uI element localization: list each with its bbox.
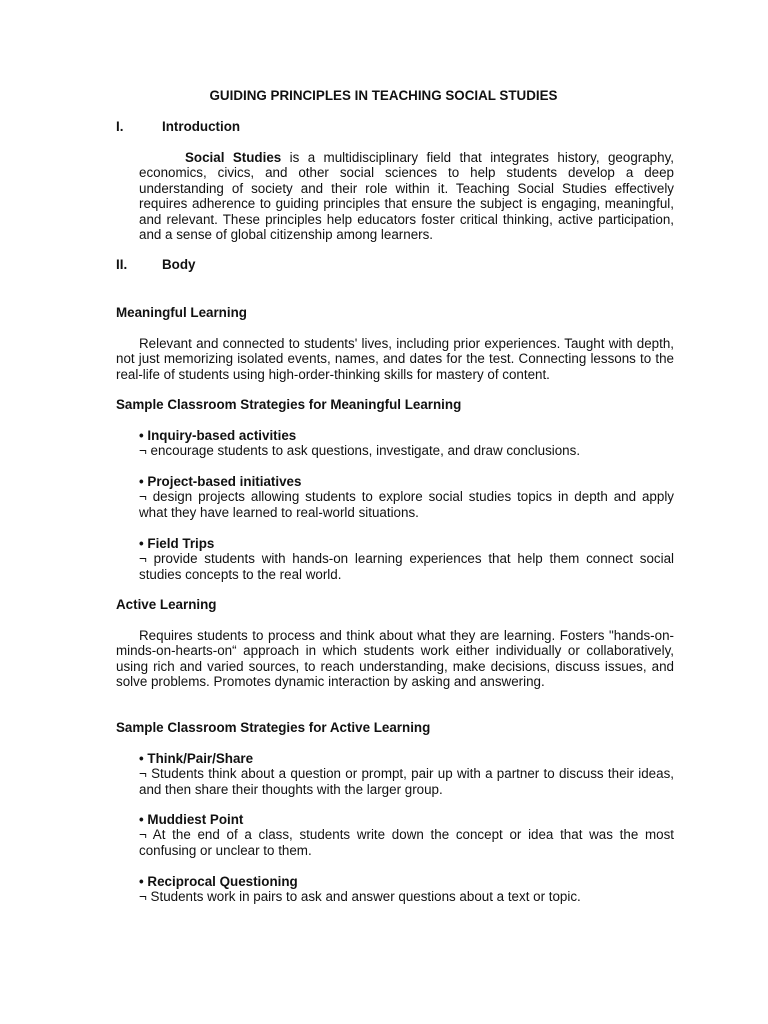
strategy-item xyxy=(139,874,674,905)
strategy-title: • Field Trips xyxy=(139,536,215,551)
strategy-description: ¬ provide students with hands-on learning experiences that help them connect social studies concepts to the real world. xyxy=(139,551,674,582)
strategy-item xyxy=(139,474,674,520)
strategy-item xyxy=(139,536,674,582)
strategy-title: • Muddiest Point xyxy=(139,812,244,827)
strategy-title: • Think/Pair/Share xyxy=(139,751,254,766)
strategy-description: ¬ Students work in pairs to ask and answer questions about a text or topic. xyxy=(139,889,581,905)
active-learning-paragraph: Requires students to process and think about what they are learning. Fosters "hands-on-minds-on-hearts-on“ approach in which students work either individually or collaboratively, using rich and varied sources, to reach understanding, make decisions, discuss issues, and solve problems. Promotes dynamic interaction by asking and answering. xyxy=(116,628,674,690)
intro-paragraph xyxy=(139,150,674,242)
section-number: I. xyxy=(116,119,124,134)
strategy-title: • Reciprocal Questioning xyxy=(139,874,298,889)
document-title: GUIDING PRINCIPLES IN TEACHING SOCIAL STUDIES xyxy=(209,88,558,103)
meaningful-learning-heading: Meaningful Learning xyxy=(116,305,247,320)
strategy-title: • Project-based initiatives xyxy=(139,474,302,489)
active-strategies-heading: Sample Classroom Strategies for Active Learning xyxy=(116,720,431,735)
strategy-item xyxy=(139,751,674,797)
strategy-title: • Inquiry-based activities xyxy=(139,428,297,443)
strategy-item xyxy=(139,428,674,459)
strategy-description: ¬ encourage students to ask questions, investigate, and draw conclusions. xyxy=(139,443,581,459)
strategy-description: ¬ Students think about a question or prompt, pair up with a partner to discuss their ideas, and then share their thoughts with the larger group. xyxy=(139,766,674,797)
section-number: II. xyxy=(116,257,128,272)
active-learning-heading: Active Learning xyxy=(116,597,217,612)
section-heading: Introduction xyxy=(162,119,241,134)
strategy-item xyxy=(139,812,674,858)
intro-lead-term: Social Studies xyxy=(185,150,282,165)
intro-text: is a multidisciplinary field that integrates history, geography, economics, civics, and other social sciences to help students develop a deep understanding of society and their role within it. Teaching Social Studies effectively requires adherence to guiding principles that ensure the subject is engaging, meaningful, and relevant. These principles help educators foster critical thinking, active participation, and a sense of global citizenship among learners. xyxy=(139,150,674,243)
strategy-description: ¬ At the end of a class, students write down the concept or idea that was the most confusing or unclear to them. xyxy=(139,827,674,858)
meaningful-strategies-heading: Sample Classroom Strategies for Meaningful Learning xyxy=(116,397,462,412)
strategy-description: ¬ design projects allowing students to explore social studies topics in depth and apply what they have learned to real-world situations. xyxy=(139,489,674,520)
meaningful-learning-paragraph: Relevant and connected to students' lives, including prior experiences. Taught with depth, not just memorizing isolated events, names, and dates for the test. Connecting lessons to the real-life of students using high-order-thinking skills for mastery of content. xyxy=(116,336,674,382)
section-heading: Body xyxy=(162,257,196,272)
